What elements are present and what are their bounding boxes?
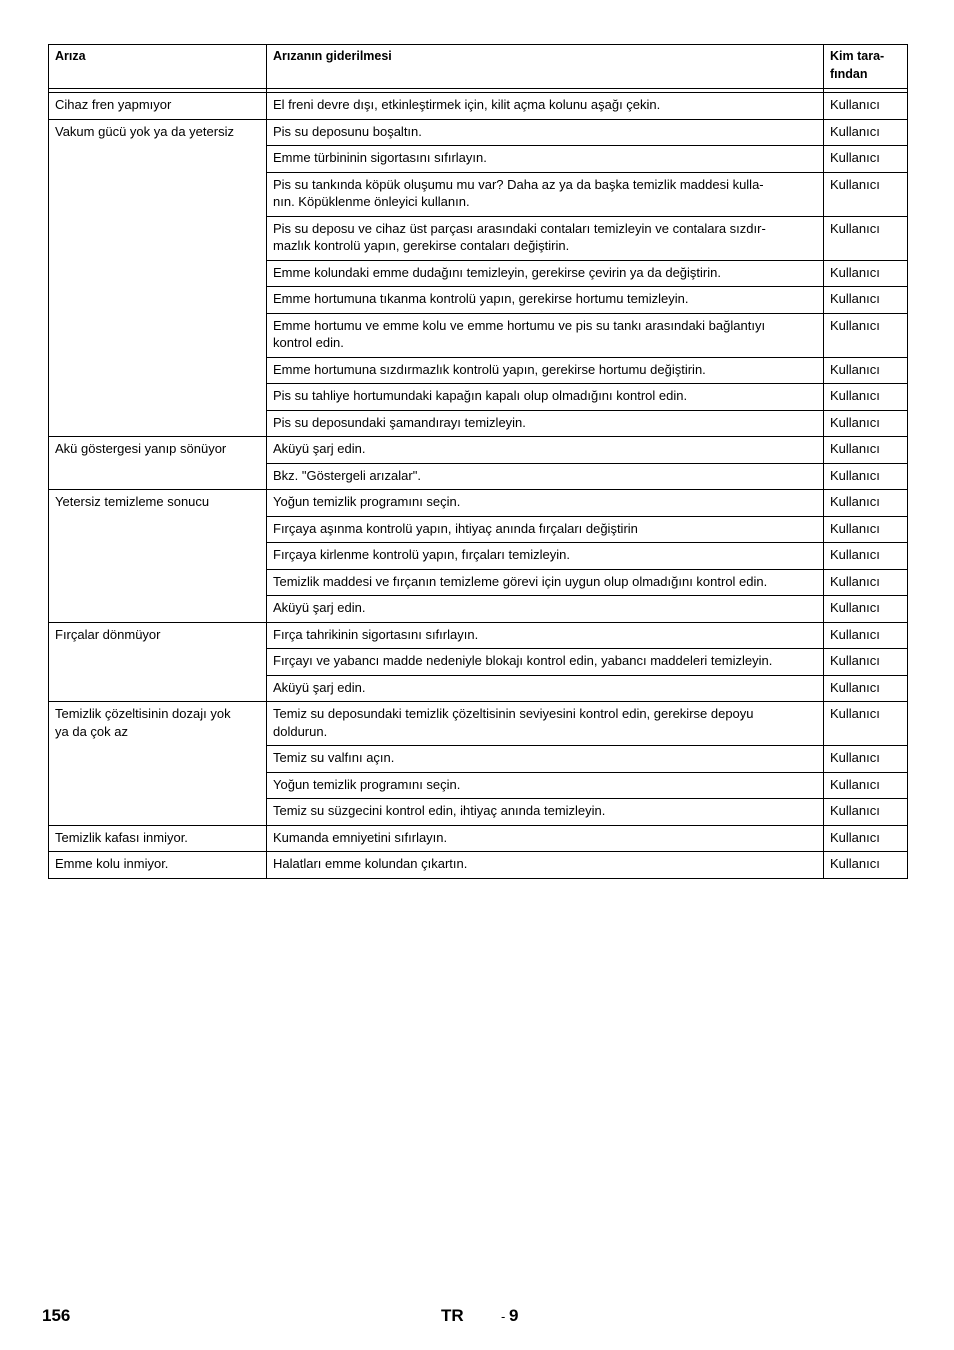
fault-cell: Akü göstergesi yanıp sönüyor [49,437,267,490]
responsible-cell: Kullanıcı [824,516,908,543]
responsible-cell: Kullanıcı [824,172,908,216]
responsible-cell: Kullanıcı [824,463,908,490]
fault-cell: Fırçalar dönmüyor [49,622,267,702]
fault-cell: Yetersiz temizleme sonucu [49,490,267,623]
responsible-cell: Kullanıcı [824,772,908,799]
responsible-cell: Kullanıcı [824,287,908,314]
responsible-cell: Kullanıcı [824,146,908,173]
remedy-cell: Temizlik maddesi ve fırçanın temizleme görevi için uygun olup olmadığını kontrol edin. [267,569,824,596]
table-body [49,89,908,879]
responsible-cell: Kullanıcı [824,357,908,384]
remedy-cell: Fırçayı ve yabancı madde nedeniyle blokajı kontrol edin, yabancı maddeleri temizleyin. [267,649,824,676]
fault-cell: Emme kolu inmiyor. [49,852,267,879]
language-code: TR [441,1306,464,1325]
responsible-cell: Kullanıcı [824,437,908,464]
remedy-cell: Temiz su deposundaki temizlik çözeltisinin seviyesini kontrol edin, gerekirse depoyu doldurun. [267,702,824,746]
table-row [49,119,908,146]
remedy-cell: Temiz su valfını açın. [267,746,824,773]
responsible-cell: Kullanıcı [824,622,908,649]
remedy-cell: Bkz. "Göstergeli arızalar". [267,463,824,490]
remedy-cell: Pis su deposunu boşaltın. [267,119,824,146]
fault-cell: Temizlik kafası inmiyor. [49,825,267,852]
remedy-cell: Pis su deposu ve cihaz üst parçası arasındaki contaları temizleyin ve contalara sızdır- mazlık kontrolü yapın, gerekirse contaları değiştirin. [267,216,824,260]
remedy-cell: Temiz su süzgecini kontrol edin, ihtiyaç anında temizleyin. [267,799,824,826]
responsible-cell: Kullanıcı [824,313,908,357]
responsible-cell: Kullanıcı [824,543,908,570]
remedy-cell: Pis su tankında köpük oluşumu mu var? Daha az ya da başka temizlik maddesi kulla- nın. Köpüklenme önleyici kullanın. [267,172,824,216]
table-row [49,852,908,879]
column-header-fault: Arıza [49,45,267,89]
fault-cell: Cihaz fren yapmıyor [49,93,267,120]
responsible-cell: Kullanıcı [824,260,908,287]
remedy-cell: Pis su tahliye hortumundaki kapağın kapalı olup olmadığını kontrol edin. [267,384,824,411]
remedy-cell: Yoğun temizlik programını seçin. [267,772,824,799]
remedy-cell: Emme türbininin sigortasını sıfırlayın. [267,146,824,173]
remedy-cell: Halatları emme kolundan çıkartın. [267,852,824,879]
responsible-cell: Kullanıcı [824,410,908,437]
remedy-cell: Emme hortumu ve emme kolu ve emme hortumu ve pis su tankı arasındaki bağlantıyı kontrol edin. [267,313,824,357]
section-page-number: 9 [509,1306,519,1325]
responsible-cell: Kullanıcı [824,799,908,826]
remedy-cell: Emme hortumuna sızdırmazlık kontrolü yapın, gerekirse hortumu değiştirin. [267,357,824,384]
fault-cell: Temizlik çözeltisinin dozajı yok ya da çok az [49,702,267,826]
column-header-responsible [824,45,908,89]
responsible-cell: Kullanıcı [824,596,908,623]
responsible-cell: Kullanıcı [824,93,908,120]
responsible-cell: Kullanıcı [824,675,908,702]
table-row [49,93,908,120]
column-header-remedy: Arızanın giderilmesi [267,45,824,89]
column-header-responsible-text: Kim tara- fından [830,49,885,81]
table-row [49,622,908,649]
table-row [49,825,908,852]
responsible-cell: Kullanıcı [824,490,908,517]
remedy-cell: Fırçaya aşınma kontrolü yapın, ihtiyaç anında fırçaları değiştirin [267,516,824,543]
responsible-cell: Kullanıcı [824,702,908,746]
remedy-cell: Fırçaya kirlenme kontrolü yapın, fırçaları temizleyin. [267,543,824,570]
responsible-cell: Kullanıcı [824,746,908,773]
table-row [49,490,908,517]
responsible-cell: Kullanıcı [824,216,908,260]
remedy-cell: Aküyü şarj edin. [267,596,824,623]
remedy-cell: Fırça tahrikinin sigortasını sıfırlayın. [267,622,824,649]
remedy-cell: Emme kolundaki emme dudağını temizleyin, gerekirse çevirin ya da değiştirin. [267,260,824,287]
table-header-row [49,45,908,89]
remedy-cell: Pis su deposundaki şamandırayı temizleyin. [267,410,824,437]
remedy-cell: Emme hortumuna tıkanma kontrolü yapın, gerekirse hortumu temizleyin. [267,287,824,314]
table-row [49,702,908,746]
remedy-cell: Kumanda emniyetini sıfırlayın. [267,825,824,852]
remedy-cell: Yoğun temizlik programını seçin. [267,490,824,517]
responsible-cell: Kullanıcı [824,649,908,676]
footer-dash: - [501,1309,506,1324]
remedy-cell: Aküyü şarj edin. [267,437,824,464]
table-row [49,437,908,464]
fault-cell: Vakum gücü yok ya da yetersiz [49,119,267,437]
responsible-cell: Kullanıcı [824,569,908,596]
responsible-cell: Kullanıcı [824,384,908,411]
page-number: 156 [42,1306,71,1325]
responsible-cell: Kullanıcı [824,825,908,852]
remedy-cell: El freni devre dışı, etkinleştirmek için, kilit açma kolunu aşağı çekin. [267,93,824,120]
responsible-cell: Kullanıcı [824,852,908,879]
troubleshooting-table [48,44,908,879]
remedy-cell: Aküyü şarj edin. [267,675,824,702]
responsible-cell: Kullanıcı [824,119,908,146]
